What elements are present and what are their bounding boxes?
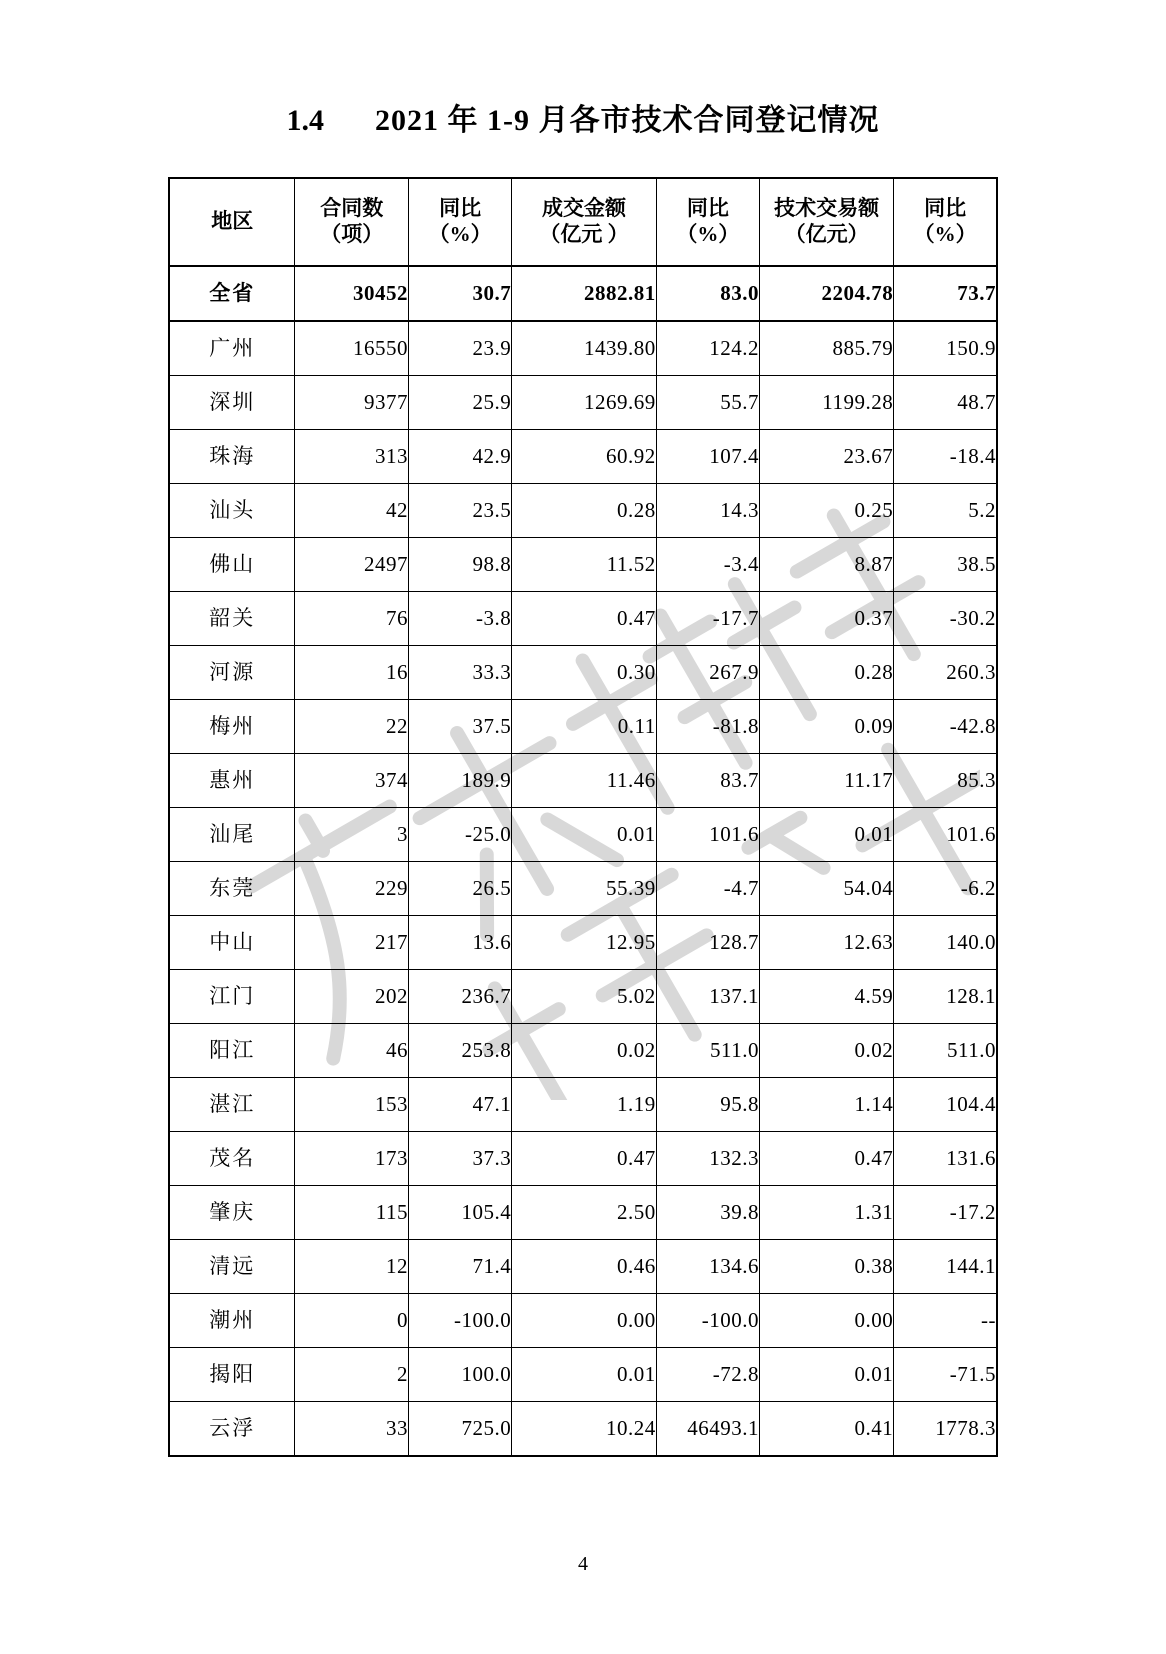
cell-region: 江门: [169, 970, 295, 1024]
cell-region: 东莞: [169, 862, 295, 916]
cell-region: 珠海: [169, 430, 295, 484]
table-header: [169, 178, 997, 266]
cell-region: 潮州: [169, 1294, 295, 1348]
cell-region: 肇庆: [169, 1186, 295, 1240]
cell-amount-yoy: 132.3: [656, 1132, 759, 1186]
cell-amount-yoy: 128.7: [656, 916, 759, 970]
cell-tech-yoy: 38.5: [894, 538, 997, 592]
table-header-row: [169, 178, 997, 266]
cell-amount: 0.28: [512, 484, 657, 538]
column-header-tech-amount-line1: 技术交易额: [774, 196, 880, 221]
cell-contracts-yoy: 23.5: [409, 484, 512, 538]
cell-amount: 10.24: [512, 1402, 657, 1457]
cell-region: 湛江: [169, 1078, 295, 1132]
cell-tech-amount: 23.67: [760, 430, 894, 484]
cell-amount: 0.30: [512, 646, 657, 700]
cell-amount: 0.01: [512, 1348, 657, 1402]
cell-contracts: 12: [295, 1240, 409, 1294]
cell-region: 佛山: [169, 538, 295, 592]
column-header-tech-yoy-line2: （%）: [913, 222, 977, 246]
cell-region: 阳江: [169, 1024, 295, 1078]
cell-contracts: 115: [295, 1186, 409, 1240]
cell-amount: 5.02: [512, 970, 657, 1024]
cell-region: 全省: [169, 266, 295, 321]
column-header-contracts-line1: 合同数: [320, 196, 384, 221]
column-header-amount-line2: （亿元 ）: [539, 222, 629, 246]
cell-contracts-yoy: 23.9: [409, 321, 512, 376]
table-row: [169, 484, 997, 538]
cell-tech-amount: 2204.78: [760, 266, 894, 321]
cell-amount-yoy: 95.8: [656, 1078, 759, 1132]
cell-contracts: 313: [295, 430, 409, 484]
cell-tech-amount: 0.01: [760, 808, 894, 862]
cell-region: 清远: [169, 1240, 295, 1294]
table-row: [169, 646, 997, 700]
cell-tech-yoy: -17.2: [894, 1186, 997, 1240]
cell-region: 中山: [169, 916, 295, 970]
cell-region: 茂名: [169, 1132, 295, 1186]
cell-contracts-yoy: 105.4: [409, 1186, 512, 1240]
cell-tech-amount: 0.02: [760, 1024, 894, 1078]
cell-tech-amount: 1199.28: [760, 376, 894, 430]
cell-amount: 60.92: [512, 430, 657, 484]
table-row: [169, 808, 997, 862]
table-row: [169, 916, 997, 970]
column-header-contracts-yoy-line1: 同比: [439, 196, 482, 221]
cell-tech-amount: 0.00: [760, 1294, 894, 1348]
column-header-tech-yoy-line1: 同比: [924, 196, 967, 221]
cell-contracts-yoy: 100.0: [409, 1348, 512, 1402]
cell-tech-amount: 0.37: [760, 592, 894, 646]
table-row: [169, 754, 997, 808]
table-container: [168, 177, 998, 1457]
cell-tech-amount: 1.14: [760, 1078, 894, 1132]
cell-tech-amount: 54.04: [760, 862, 894, 916]
cell-tech-amount: 885.79: [760, 321, 894, 376]
cell-contracts-yoy: 189.9: [409, 754, 512, 808]
cell-contracts: 76: [295, 592, 409, 646]
column-header-region: [169, 178, 295, 266]
cell-contracts: 374: [295, 754, 409, 808]
cell-contracts: 153: [295, 1078, 409, 1132]
cell-tech-amount: 0.25: [760, 484, 894, 538]
cell-region: 河源: [169, 646, 295, 700]
cell-tech-yoy: 131.6: [894, 1132, 997, 1186]
column-header-tech-amount: [760, 178, 894, 266]
cell-amount: 55.39: [512, 862, 657, 916]
cell-amount-yoy: 267.9: [656, 646, 759, 700]
table-row: [169, 1186, 997, 1240]
cell-region: 深圳: [169, 376, 295, 430]
cell-amount: 0.02: [512, 1024, 657, 1078]
page-number: 4: [578, 1553, 588, 1575]
cell-contracts-yoy: 30.7: [409, 266, 512, 321]
cell-contracts: 2497: [295, 538, 409, 592]
cell-tech-yoy: 128.1: [894, 970, 997, 1024]
cell-tech-amount: 0.41: [760, 1402, 894, 1457]
cell-tech-yoy: --: [894, 1294, 997, 1348]
cell-tech-amount: 0.38: [760, 1240, 894, 1294]
cell-tech-amount: 0.09: [760, 700, 894, 754]
cell-region: 揭阳: [169, 1348, 295, 1402]
cell-contracts: 202: [295, 970, 409, 1024]
cell-amount-yoy: 46493.1: [656, 1402, 759, 1457]
cell-amount: 1439.80: [512, 321, 657, 376]
column-header-tech-amount-line2: （亿元）: [784, 222, 869, 246]
table-row: [169, 1024, 997, 1078]
cell-tech-amount: 0.28: [760, 646, 894, 700]
column-header-contracts-line2: （项）: [320, 222, 384, 246]
cell-contracts: 0: [295, 1294, 409, 1348]
table-row: [169, 1294, 997, 1348]
column-header-amount-yoy-line1: 同比: [686, 196, 729, 221]
cell-tech-amount: 4.59: [760, 970, 894, 1024]
cell-tech-yoy: 85.3: [894, 754, 997, 808]
cell-contracts: 46: [295, 1024, 409, 1078]
cell-amount: 1.19: [512, 1078, 657, 1132]
cell-amount-yoy: -4.7: [656, 862, 759, 916]
tech-contract-table: [168, 177, 998, 1457]
title-text: 2021 年 1-9 月各市技术合同登记情况: [375, 104, 880, 137]
column-header-region-line1: 地区: [211, 209, 254, 234]
cell-contracts: 2: [295, 1348, 409, 1402]
cell-amount: 0.11: [512, 700, 657, 754]
column-header-amount-yoy: [656, 178, 759, 266]
table-row: [169, 1078, 997, 1132]
cell-tech-yoy: 73.7: [894, 266, 997, 321]
column-header-tech-yoy: [894, 178, 997, 266]
cell-tech-yoy: -18.4: [894, 430, 997, 484]
cell-region: 汕头: [169, 484, 295, 538]
cell-amount-yoy: 137.1: [656, 970, 759, 1024]
table-row: [169, 970, 997, 1024]
cell-tech-yoy: 101.6: [894, 808, 997, 862]
table-row: [169, 1402, 997, 1457]
cell-tech-amount: 12.63: [760, 916, 894, 970]
cell-contracts: 22: [295, 700, 409, 754]
cell-contracts-yoy: 13.6: [409, 916, 512, 970]
cell-tech-yoy: 150.9: [894, 321, 997, 376]
cell-amount-yoy: 55.7: [656, 376, 759, 430]
cell-tech-amount: 0.47: [760, 1132, 894, 1186]
cell-amount: 0.01: [512, 808, 657, 862]
cell-amount: 2882.81: [512, 266, 657, 321]
cell-contracts-yoy: 47.1: [409, 1078, 512, 1132]
cell-amount-yoy: -17.7: [656, 592, 759, 646]
cell-region: 惠州: [169, 754, 295, 808]
cell-amount: 0.00: [512, 1294, 657, 1348]
cell-contracts-yoy: 253.8: [409, 1024, 512, 1078]
cell-contracts-yoy: 98.8: [409, 538, 512, 592]
table-row: [169, 538, 997, 592]
cell-region: 韶关: [169, 592, 295, 646]
cell-tech-yoy: 48.7: [894, 376, 997, 430]
cell-region: 广州: [169, 321, 295, 376]
column-header-contracts-yoy: [409, 178, 512, 266]
cell-amount-yoy: 134.6: [656, 1240, 759, 1294]
cell-contracts: 229: [295, 862, 409, 916]
table-row: [169, 321, 997, 376]
cell-contracts: 30452: [295, 266, 409, 321]
table-body: [169, 266, 997, 1456]
cell-contracts-yoy: 71.4: [409, 1240, 512, 1294]
cell-tech-amount: 8.87: [760, 538, 894, 592]
cell-amount: 11.46: [512, 754, 657, 808]
cell-amount-yoy: -3.4: [656, 538, 759, 592]
cell-amount-yoy: 124.2: [656, 321, 759, 376]
cell-tech-amount: 0.01: [760, 1348, 894, 1402]
cell-amount: 0.47: [512, 1132, 657, 1186]
cell-contracts: 173: [295, 1132, 409, 1186]
cell-region: 汕尾: [169, 808, 295, 862]
cell-contracts-yoy: 37.3: [409, 1132, 512, 1186]
cell-contracts-yoy: 37.5: [409, 700, 512, 754]
cell-contracts-yoy: 42.9: [409, 430, 512, 484]
cell-tech-yoy: -30.2: [894, 592, 997, 646]
cell-amount-yoy: 511.0: [656, 1024, 759, 1078]
cell-amount: 0.47: [512, 592, 657, 646]
cell-amount-yoy: 39.8: [656, 1186, 759, 1240]
column-header-amount: [512, 178, 657, 266]
cell-contracts-yoy: -25.0: [409, 808, 512, 862]
cell-contracts: 3: [295, 808, 409, 862]
cell-tech-yoy: 144.1: [894, 1240, 997, 1294]
cell-tech-yoy: 260.3: [894, 646, 997, 700]
cell-tech-yoy: 1778.3: [894, 1402, 997, 1457]
cell-amount: 0.46: [512, 1240, 657, 1294]
cell-amount-yoy: -81.8: [656, 700, 759, 754]
cell-tech-yoy: 104.4: [894, 1078, 997, 1132]
cell-contracts-yoy: 26.5: [409, 862, 512, 916]
title-number: 1.4: [286, 104, 324, 137]
table-row: [169, 1348, 997, 1402]
cell-amount-yoy: 107.4: [656, 430, 759, 484]
table-row: [169, 266, 997, 321]
cell-amount-yoy: 83.7: [656, 754, 759, 808]
cell-contracts-yoy: 725.0: [409, 1402, 512, 1457]
table-row: [169, 430, 997, 484]
cell-region: 梅州: [169, 700, 295, 754]
column-header-contracts-yoy-line2: （%）: [428, 222, 492, 246]
cell-contracts-yoy: 236.7: [409, 970, 512, 1024]
cell-tech-yoy: -42.8: [894, 700, 997, 754]
cell-amount-yoy: 14.3: [656, 484, 759, 538]
cell-contracts: 16550: [295, 321, 409, 376]
table-row: [169, 700, 997, 754]
table-row: [169, 862, 997, 916]
cell-tech-amount: 11.17: [760, 754, 894, 808]
cell-contracts: 16: [295, 646, 409, 700]
cell-tech-amount: 1.31: [760, 1186, 894, 1240]
cell-tech-yoy: -6.2: [894, 862, 997, 916]
cell-contracts: 217: [295, 916, 409, 970]
cell-amount: 11.52: [512, 538, 657, 592]
cell-amount: 2.50: [512, 1186, 657, 1240]
cell-contracts: 33: [295, 1402, 409, 1457]
cell-amount: 1269.69: [512, 376, 657, 430]
cell-contracts: 42: [295, 484, 409, 538]
cell-tech-yoy: -71.5: [894, 1348, 997, 1402]
column-header-amount-yoy-line2: （%）: [676, 222, 740, 246]
cell-tech-yoy: 140.0: [894, 916, 997, 970]
cell-amount-yoy: 101.6: [656, 808, 759, 862]
table-row: [169, 1132, 997, 1186]
table-row: [169, 376, 997, 430]
cell-region: 云浮: [169, 1402, 295, 1457]
cell-tech-yoy: 511.0: [894, 1024, 997, 1078]
cell-amount-yoy: -72.8: [656, 1348, 759, 1402]
cell-amount: 12.95: [512, 916, 657, 970]
table-row: [169, 1240, 997, 1294]
cell-contracts-yoy: -3.8: [409, 592, 512, 646]
cell-tech-yoy: 5.2: [894, 484, 997, 538]
cell-contracts-yoy: -100.0: [409, 1294, 512, 1348]
page-title: [0, 0, 1166, 139]
cell-contracts-yoy: 25.9: [409, 376, 512, 430]
cell-amount-yoy: -100.0: [656, 1294, 759, 1348]
cell-contracts: 9377: [295, 376, 409, 430]
cell-amount-yoy: 83.0: [656, 266, 759, 321]
column-header-amount-line1: 成交金额: [542, 196, 627, 221]
column-header-contracts: [295, 178, 409, 266]
cell-contracts-yoy: 33.3: [409, 646, 512, 700]
table-row: [169, 592, 997, 646]
